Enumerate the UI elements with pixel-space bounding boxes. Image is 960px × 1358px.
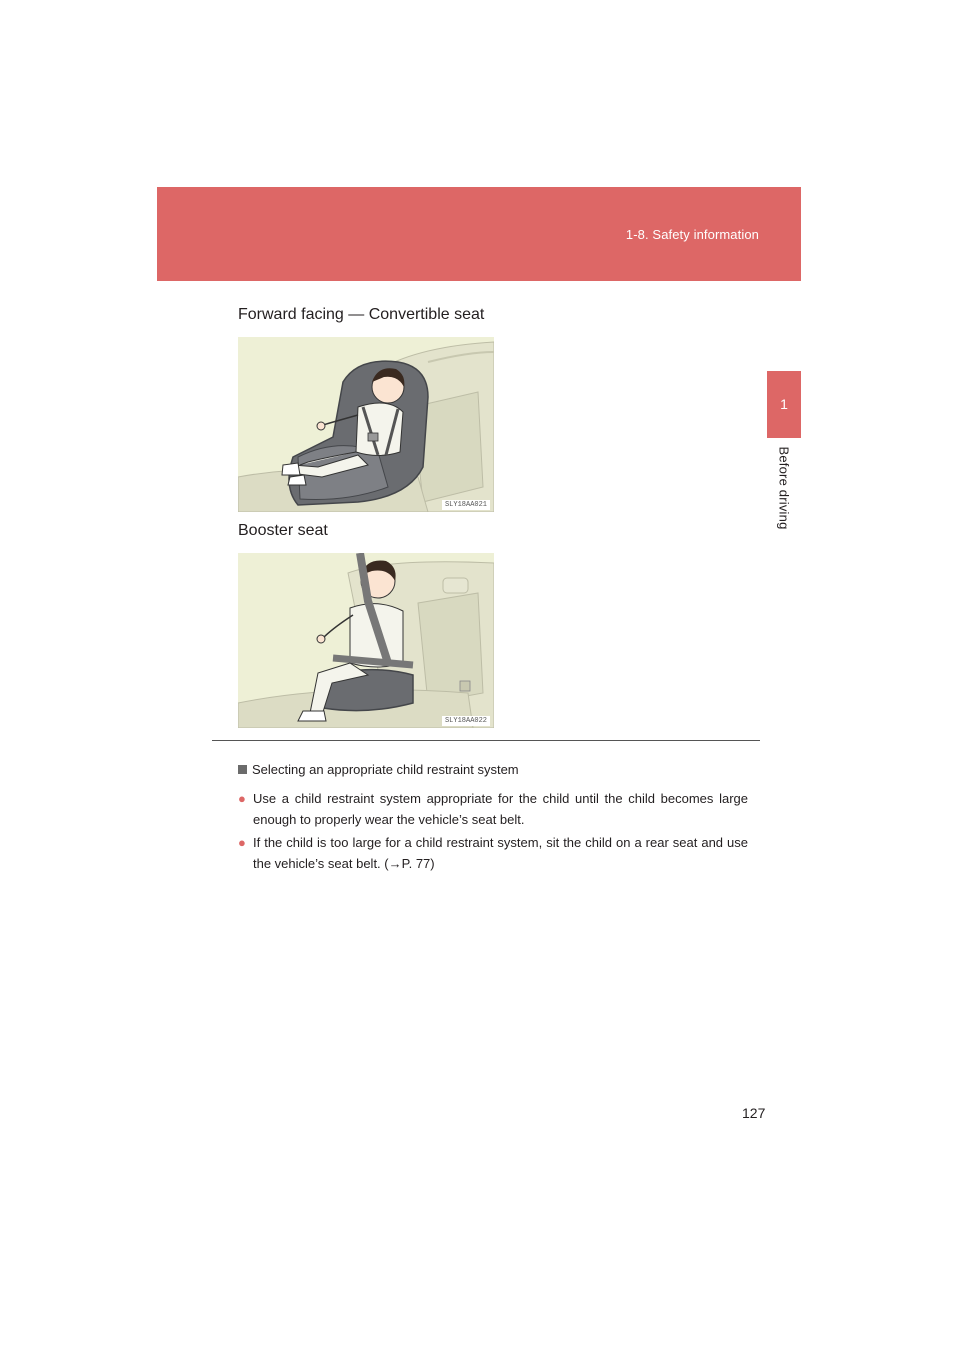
booster-seat-illustration xyxy=(238,553,494,728)
figure-title-convertible: Forward facing — Convertible seat xyxy=(238,306,485,323)
convertible-seat-illustration xyxy=(238,337,494,512)
section-header xyxy=(157,187,801,281)
note-heading-text: Selecting an appropriate child restraint system xyxy=(252,762,519,777)
square-bullet-icon xyxy=(238,765,247,774)
section-title: 1-8. Safety information xyxy=(625,227,759,242)
figure-code: SLY18AA022 xyxy=(442,716,490,726)
list-item-text: Use a child restraint system appropriate for the child until the child becomes large enough to properly wear the vehicle’s seat belt. xyxy=(253,791,748,827)
figure-code: SLY18AA021 xyxy=(442,500,490,510)
figure-booster-seat xyxy=(238,553,494,728)
bullet-dot-icon: ● xyxy=(238,835,246,850)
section-divider xyxy=(212,740,760,741)
list-item-text: If the child is too large for a child restraint system, sit the child on a rear seat and use the vehicle’s seat belt. (→P. 77) xyxy=(253,835,748,871)
list-item xyxy=(238,832,748,874)
list-item xyxy=(238,788,748,830)
chapter-name: Before driving xyxy=(776,446,792,530)
bullet-dot-icon: ● xyxy=(238,791,246,806)
note-heading xyxy=(238,762,519,777)
page-number: 127 xyxy=(742,1105,766,1121)
figure-convertible-seat xyxy=(238,337,494,512)
chapter-tab[interactable]: 1 xyxy=(767,371,801,438)
figure-title-booster: Booster seat xyxy=(238,522,328,539)
